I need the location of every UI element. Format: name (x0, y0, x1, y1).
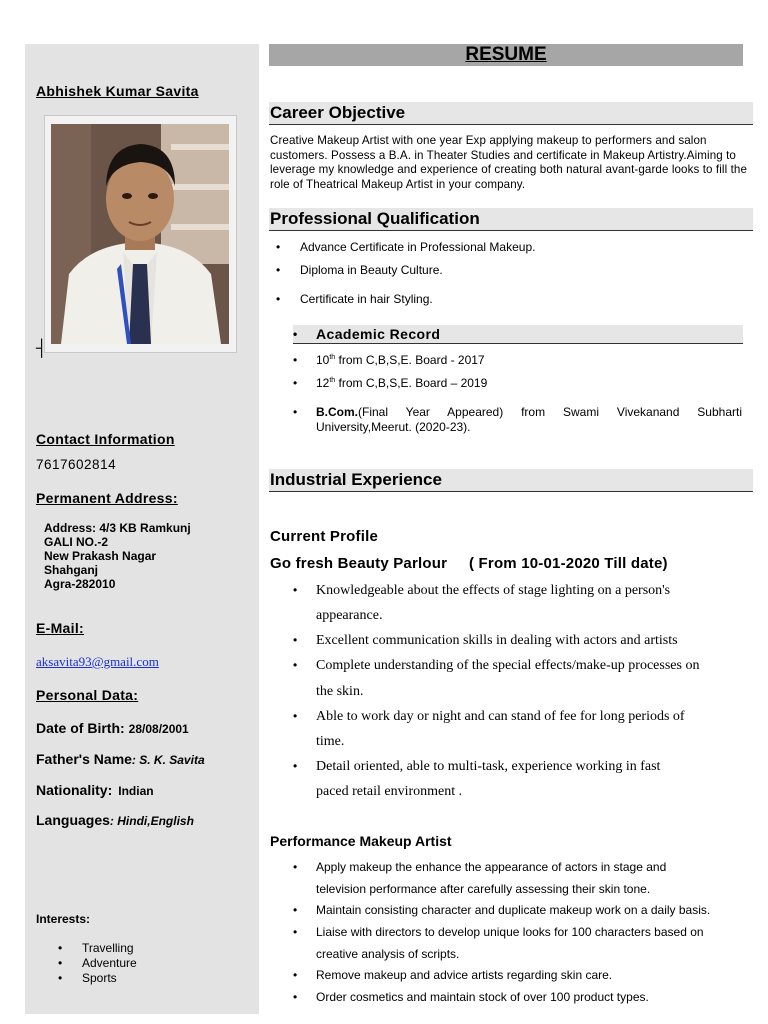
academic-record-heading (293, 325, 743, 344)
interest-item: • Adventure (58, 956, 137, 971)
bullet-icon: • (293, 376, 298, 390)
dob-label: Date of Birth: (36, 720, 125, 736)
nationality-label: Nationality: (36, 782, 113, 798)
father-label: Father's Name (36, 751, 132, 767)
resume-title-bar (269, 44, 743, 66)
industrial-experience-heading: Industrial Experience (269, 469, 753, 492)
address-line: Shahganj (44, 563, 99, 577)
bullet-icon: • (293, 658, 298, 672)
address-line: Address: 4/3 KB Ramkunj (44, 521, 191, 535)
current-profile-title: Current Profile (270, 528, 379, 545)
academic-record-title: Academic Record (316, 326, 441, 342)
qualification-item: • Certificate in hair Styling. (276, 292, 433, 306)
contact-title: Contact Information (36, 431, 175, 447)
interests-list (58, 941, 137, 986)
professional-qualification-heading: Professional Qualification (269, 208, 753, 231)
bullet-icon: • (293, 353, 298, 367)
bcom-line-2: University,Meerut. (2020-23). (316, 420, 471, 434)
text-cursor-icon: ┤ (36, 340, 48, 357)
nationality-row (36, 782, 154, 798)
dob-value: 28/08/2001 (128, 722, 189, 736)
bullet-icon: • (293, 583, 298, 597)
bcom-line-1 (316, 405, 742, 420)
address-line: Agra-282010 (44, 577, 116, 591)
bullet-icon: • (293, 405, 298, 419)
father-value: : S. K. Savita (131, 753, 205, 767)
career-objective-heading: Career Objective (269, 102, 753, 125)
bullet-icon: • (293, 860, 298, 874)
interest-item: • Sports (58, 971, 137, 986)
bullet-icon: • (293, 759, 298, 773)
email-title: E-Mail: (36, 620, 84, 636)
academic-grade: 12 (316, 376, 330, 390)
profile-photo-frame (44, 115, 237, 353)
bullet-icon: • (293, 633, 298, 647)
interest-item: • Travelling (58, 941, 137, 956)
qualification-item: • Advance Certificate in Professional Makeup. (276, 240, 535, 254)
bullet-icon: • (293, 990, 298, 1004)
father-row (36, 751, 205, 767)
dob-row (36, 720, 189, 736)
address-line: GALI NO.-2 (44, 535, 109, 549)
languages-label: Languages (36, 812, 110, 828)
languages-row (36, 812, 194, 828)
address-line: New Prakash Nagar (44, 549, 157, 563)
personal-data-title: Personal Data: (36, 687, 139, 703)
phone-number: 7617602814 (36, 457, 117, 472)
academic-grade-suffix: th (329, 377, 336, 384)
bullet-icon: • (293, 327, 298, 341)
resume-title: RESUME (465, 44, 547, 65)
bullet-icon: • (293, 968, 298, 982)
nationality-value: Indian (118, 784, 154, 798)
bullet-icon: • (293, 709, 298, 723)
career-objective-text: Creative Makeup Artist with one year Exp applying makeup to performers and salon customers. Possess a B.A. in Theater Studies and certificate in Makeup Artistry.Aiming to leverage my knowledge and experience of creating both natural avant-garde looks to fill the role of Theatrical Makeup Artist in your company. (270, 134, 747, 191)
bullet-icon: • (293, 925, 298, 939)
interests-title: Interests: (36, 912, 91, 926)
bcom-degree: B.Com. (316, 405, 358, 419)
bcom-detail: (Final Year Appeared) from Swami Vivekanand Subharti (358, 405, 742, 419)
profile-photo (51, 124, 229, 344)
academic-grade: 10 (316, 353, 330, 367)
languages-value: : Hindi,English (109, 814, 194, 828)
bullet-icon: • (293, 903, 298, 917)
academic-grade-suffix: th (329, 354, 336, 361)
performance-makeup-artist-title: Performance Makeup Artist (270, 833, 452, 849)
person-photo-icon (51, 124, 229, 344)
current-company: Go fresh Beauty Parlour ( From 10-01-2020 Till date) (270, 555, 668, 572)
academic-detail: from C,B,S,E. Board - 2017 (335, 353, 485, 367)
address-title: Permanent Address: (36, 490, 178, 506)
qualification-item: • Diploma in Beauty Culture. (276, 263, 443, 277)
candidate-name: Abhishek Kumar Savita (36, 83, 199, 99)
email-link[interactable]: aksavita93@gmail.com (36, 654, 159, 669)
address-block (44, 521, 191, 591)
academic-detail: from C,B,S,E. Board – 2019 (335, 376, 488, 390)
